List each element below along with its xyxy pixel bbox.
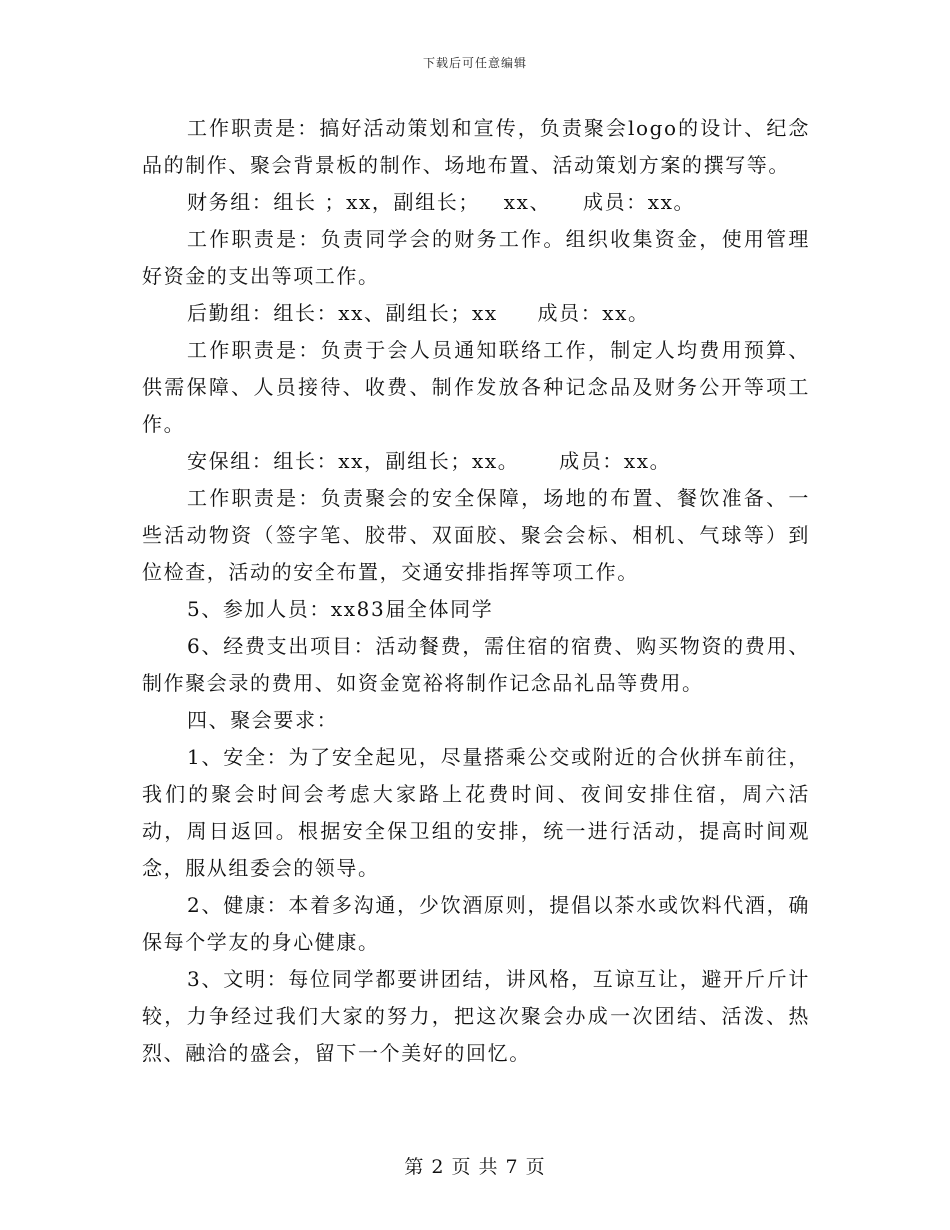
paragraph-health: 2、健康：本着多沟通，少饮酒原则，提倡以茶水或饮料代酒，确保每个学友的身心健康。 bbox=[142, 893, 810, 954]
paragraph-civility: 3、文明：每位同学都要讲团结，讲风格，互谅互让，避开斤斤计较，力争经过我们大家的努力，把这次聚会办成一次团结、活泼、热烈、融洽的盛会，留下一个美好的回忆。 bbox=[142, 967, 810, 1065]
paragraph-expenses: 6、经费支出项目：活动餐费，需住宿的宿费、购买物资的费用、制作聚会录的费用、如资金宽裕将制作记念品礼品等费用。 bbox=[142, 634, 810, 695]
paragraph-safety: 1、安全：为了安全起见，尽量搭乘公交或附近的合伙拼车前往，我们的聚会时间会考虑大家路上花费时间、夜间安排住宿，周六活动，周日返回。根据安全保卫组的安排，统一进行活动，提高时间观念，服从组委会的领导。 bbox=[142, 745, 810, 880]
paragraph-publicity-duties: 工作职责是：搞好活动策划和宣传，负责聚会logo的设计、纪念品的制作、聚会背景板的制作、场地布置、活动策划方案的撰写等。 bbox=[142, 116, 810, 177]
paragraph-security-group: 安保组：组长：xx，副组长；xx。 成员：xx。 bbox=[187, 449, 672, 473]
paragraph-security-duties: 工作职责是：负责聚会的安全保障，场地的布置、餐饮准备、一些活动物资（签字笔、胶带、双面胶、聚会会标、相机、气球等）到位检查，活动的安全布置，交通安排指挥等项工作。 bbox=[142, 486, 810, 584]
paragraph-participants: 5、参加人员：xx83届全体同学 bbox=[187, 597, 494, 621]
document-body bbox=[142, 110, 810, 1072]
paragraph-finance-duties: 工作职责是：负责同学会的财务工作。组织收集资金，使用管理好资金的支出等项工作。 bbox=[142, 227, 810, 288]
section-heading-requirements: 四、聚会要求： bbox=[187, 708, 339, 732]
page-number-footer: 第 2 页 共 7 页 bbox=[404, 1156, 546, 1178]
page-header-note: 下载后可任意编辑 bbox=[422, 56, 527, 70]
paragraph-finance-group: 财务组：组长 ；xx，副组长； xx、 成员：xx。 bbox=[187, 190, 696, 214]
paragraph-logistics-duties: 工作职责是：负责于会人员通知联络工作，制定人均费用预算、供需保障、人员接待、收费、制作发放各种记念品及财务公开等项工作。 bbox=[142, 338, 810, 436]
paragraph-logistics-group: 后勤组：组长：xx、副组长；xx 成员：xx。 bbox=[187, 301, 650, 325]
